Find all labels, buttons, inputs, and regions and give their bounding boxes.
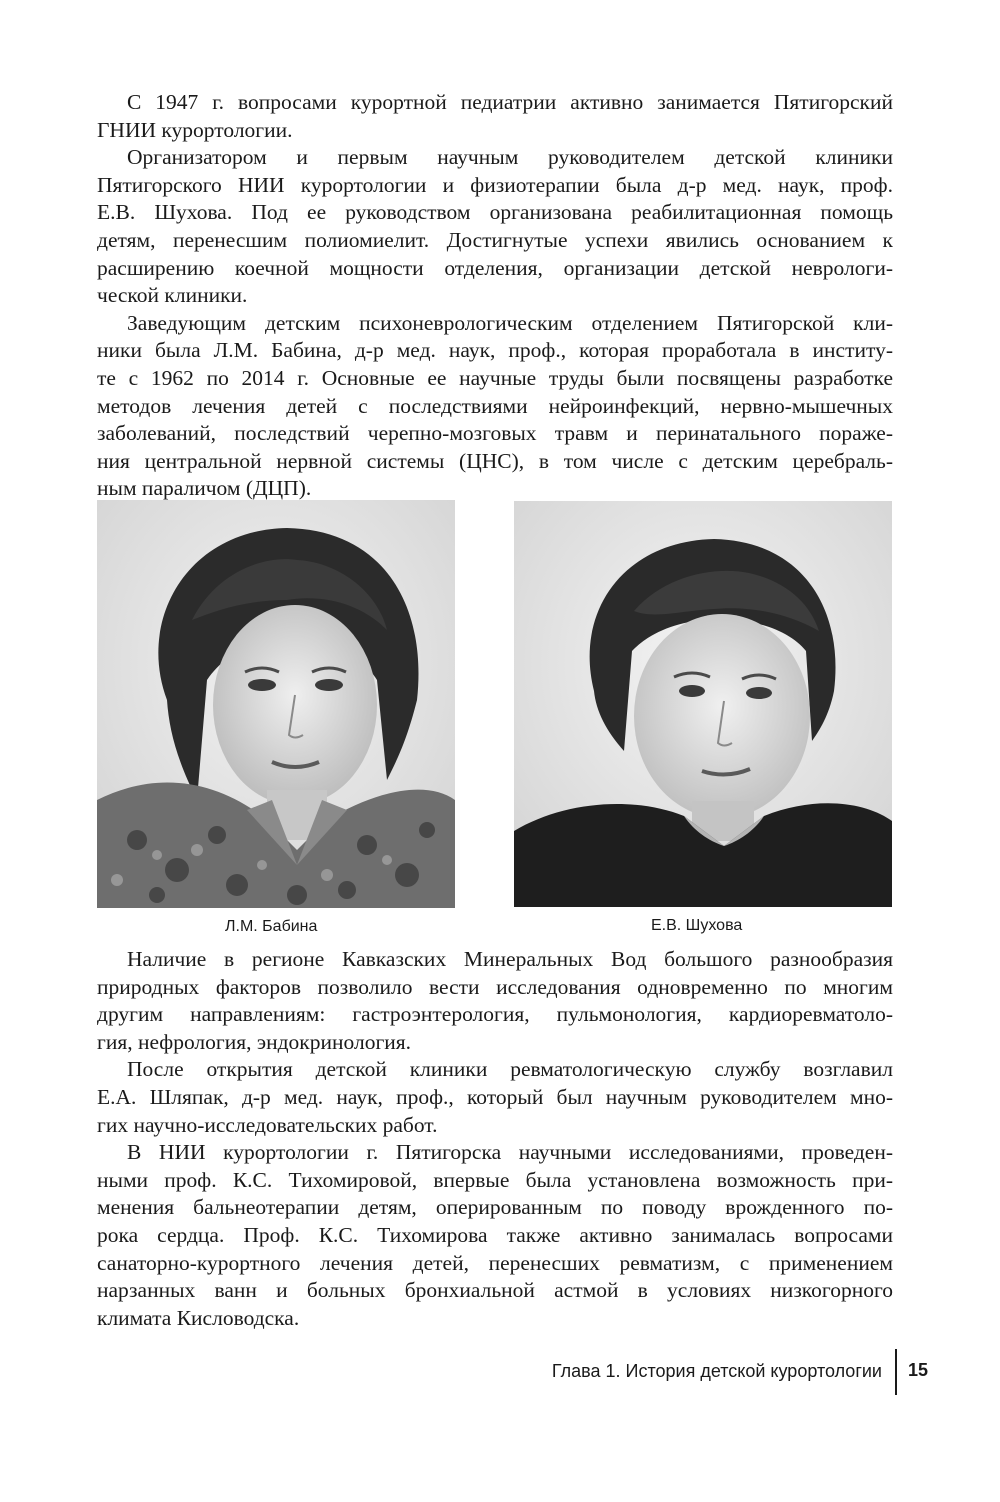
text-line: природных факторов позволило вести исследования одновременно по многим	[97, 974, 893, 999]
text-line: климата Кисловодска.	[97, 1305, 300, 1330]
text-line: рока сердца. Проф. К.С. Тихомирова также активно занималась вопросами	[97, 1222, 893, 1247]
text-line: Организатором и первым научным руководителем детской клиники	[127, 145, 893, 170]
text-line: После открытия детской клиники ревматологическую службу возглавил	[127, 1057, 893, 1082]
text-line: Е.А. Шляпак, д-р мед. наук, проф., который был научным руководителем мно-	[97, 1084, 893, 1109]
running-footer-chapter-title: Глава 1. История детской курортологии	[551, 1361, 882, 1381]
text-line: расширению коечной мощности отделения, организации детской неврологи-	[97, 255, 893, 280]
text-line: ческой клиники.	[97, 283, 248, 308]
portrait-photo-shukhova	[514, 501, 892, 907]
text-line: ным параличом (ДЦП).	[97, 476, 312, 501]
text-line: ГНИИ курортологии.	[97, 117, 293, 142]
text-line: заболеваний, последствий черепно-мозговых травм и перинатального пораже-	[97, 421, 893, 446]
text-line: гих научно-исследовательских работ.	[97, 1112, 438, 1137]
photo-caption-shukhova: Е.В. Шухова	[651, 917, 743, 934]
text-line: менения бальнеотерапии детям, оперированным по поводу врожденного по-	[97, 1195, 893, 1220]
paragraph	[97, 946, 893, 1056]
text-line: Е.В. Шухова. Под ее руководством организована реабилитационная помощь	[97, 200, 893, 225]
text-line: те с 1962 по 2014 г. Основные ее научные труды были посвящены разработке	[97, 365, 893, 390]
page-number: 15	[908, 1360, 929, 1380]
text-line: С 1947 г. вопросами курортной педиатрии активно занимается Пятигорский	[127, 90, 893, 114]
footer-divider	[895, 1349, 897, 1395]
text-line: санаторно-курортного лечения детей, перенесших ревматизм, с применением	[97, 1250, 893, 1275]
bottom-text-block	[97, 946, 893, 1332]
text-line: другим направлениям: гастроэнтерология, пульмонология, кардиоревматоло-	[97, 1002, 893, 1027]
paragraph	[97, 310, 893, 503]
paragraph	[97, 89, 893, 144]
paragraph	[97, 1056, 893, 1139]
text-line: В НИИ курортологии г. Пятигорска научными исследованиями, проведен-	[127, 1140, 893, 1165]
photo-caption-babina: Л.М. Бабина	[225, 918, 318, 935]
text-line: Наличие в регионе Кавказских Минеральных Вод большого разнообразия	[127, 947, 893, 971]
text-line: ники была Л.М. Бабина, д-р мед. наук, проф., которая проработала в институ-	[97, 338, 893, 363]
text-line: детям, перенесшим полиомиелит. Достигнутые успехи явились основанием к	[97, 227, 893, 252]
text-line: ными проф. К.С. Тихомировой, впервые была установлена возможность при-	[97, 1167, 893, 1192]
text-line: нарзанных ванн и больных бронхиальной астмой в условиях низкогорного	[97, 1278, 893, 1303]
text-line: гия, нефрология, эндокринология.	[97, 1029, 412, 1054]
text-line: методов лечения детей с последствиями нейроинфекций, нервно-мышечных	[97, 393, 893, 418]
text-line: Заведующим детским психоневрологическим отделением Пятигорской кли-	[127, 310, 893, 335]
portrait-babina-image	[97, 500, 455, 908]
portrait-photo-babina	[97, 500, 455, 908]
paragraph	[97, 144, 893, 310]
text-line: Пятигорского НИИ курортологии и физиотерапии была д-р мед. наук, проф.	[97, 172, 893, 197]
text-line: ния центральной нервной системы (ЦНС), в том числе с детским церебраль-	[97, 448, 893, 473]
portrait-shukhova-image	[514, 501, 892, 907]
paragraph	[97, 1139, 893, 1332]
top-text-block	[97, 89, 893, 503]
